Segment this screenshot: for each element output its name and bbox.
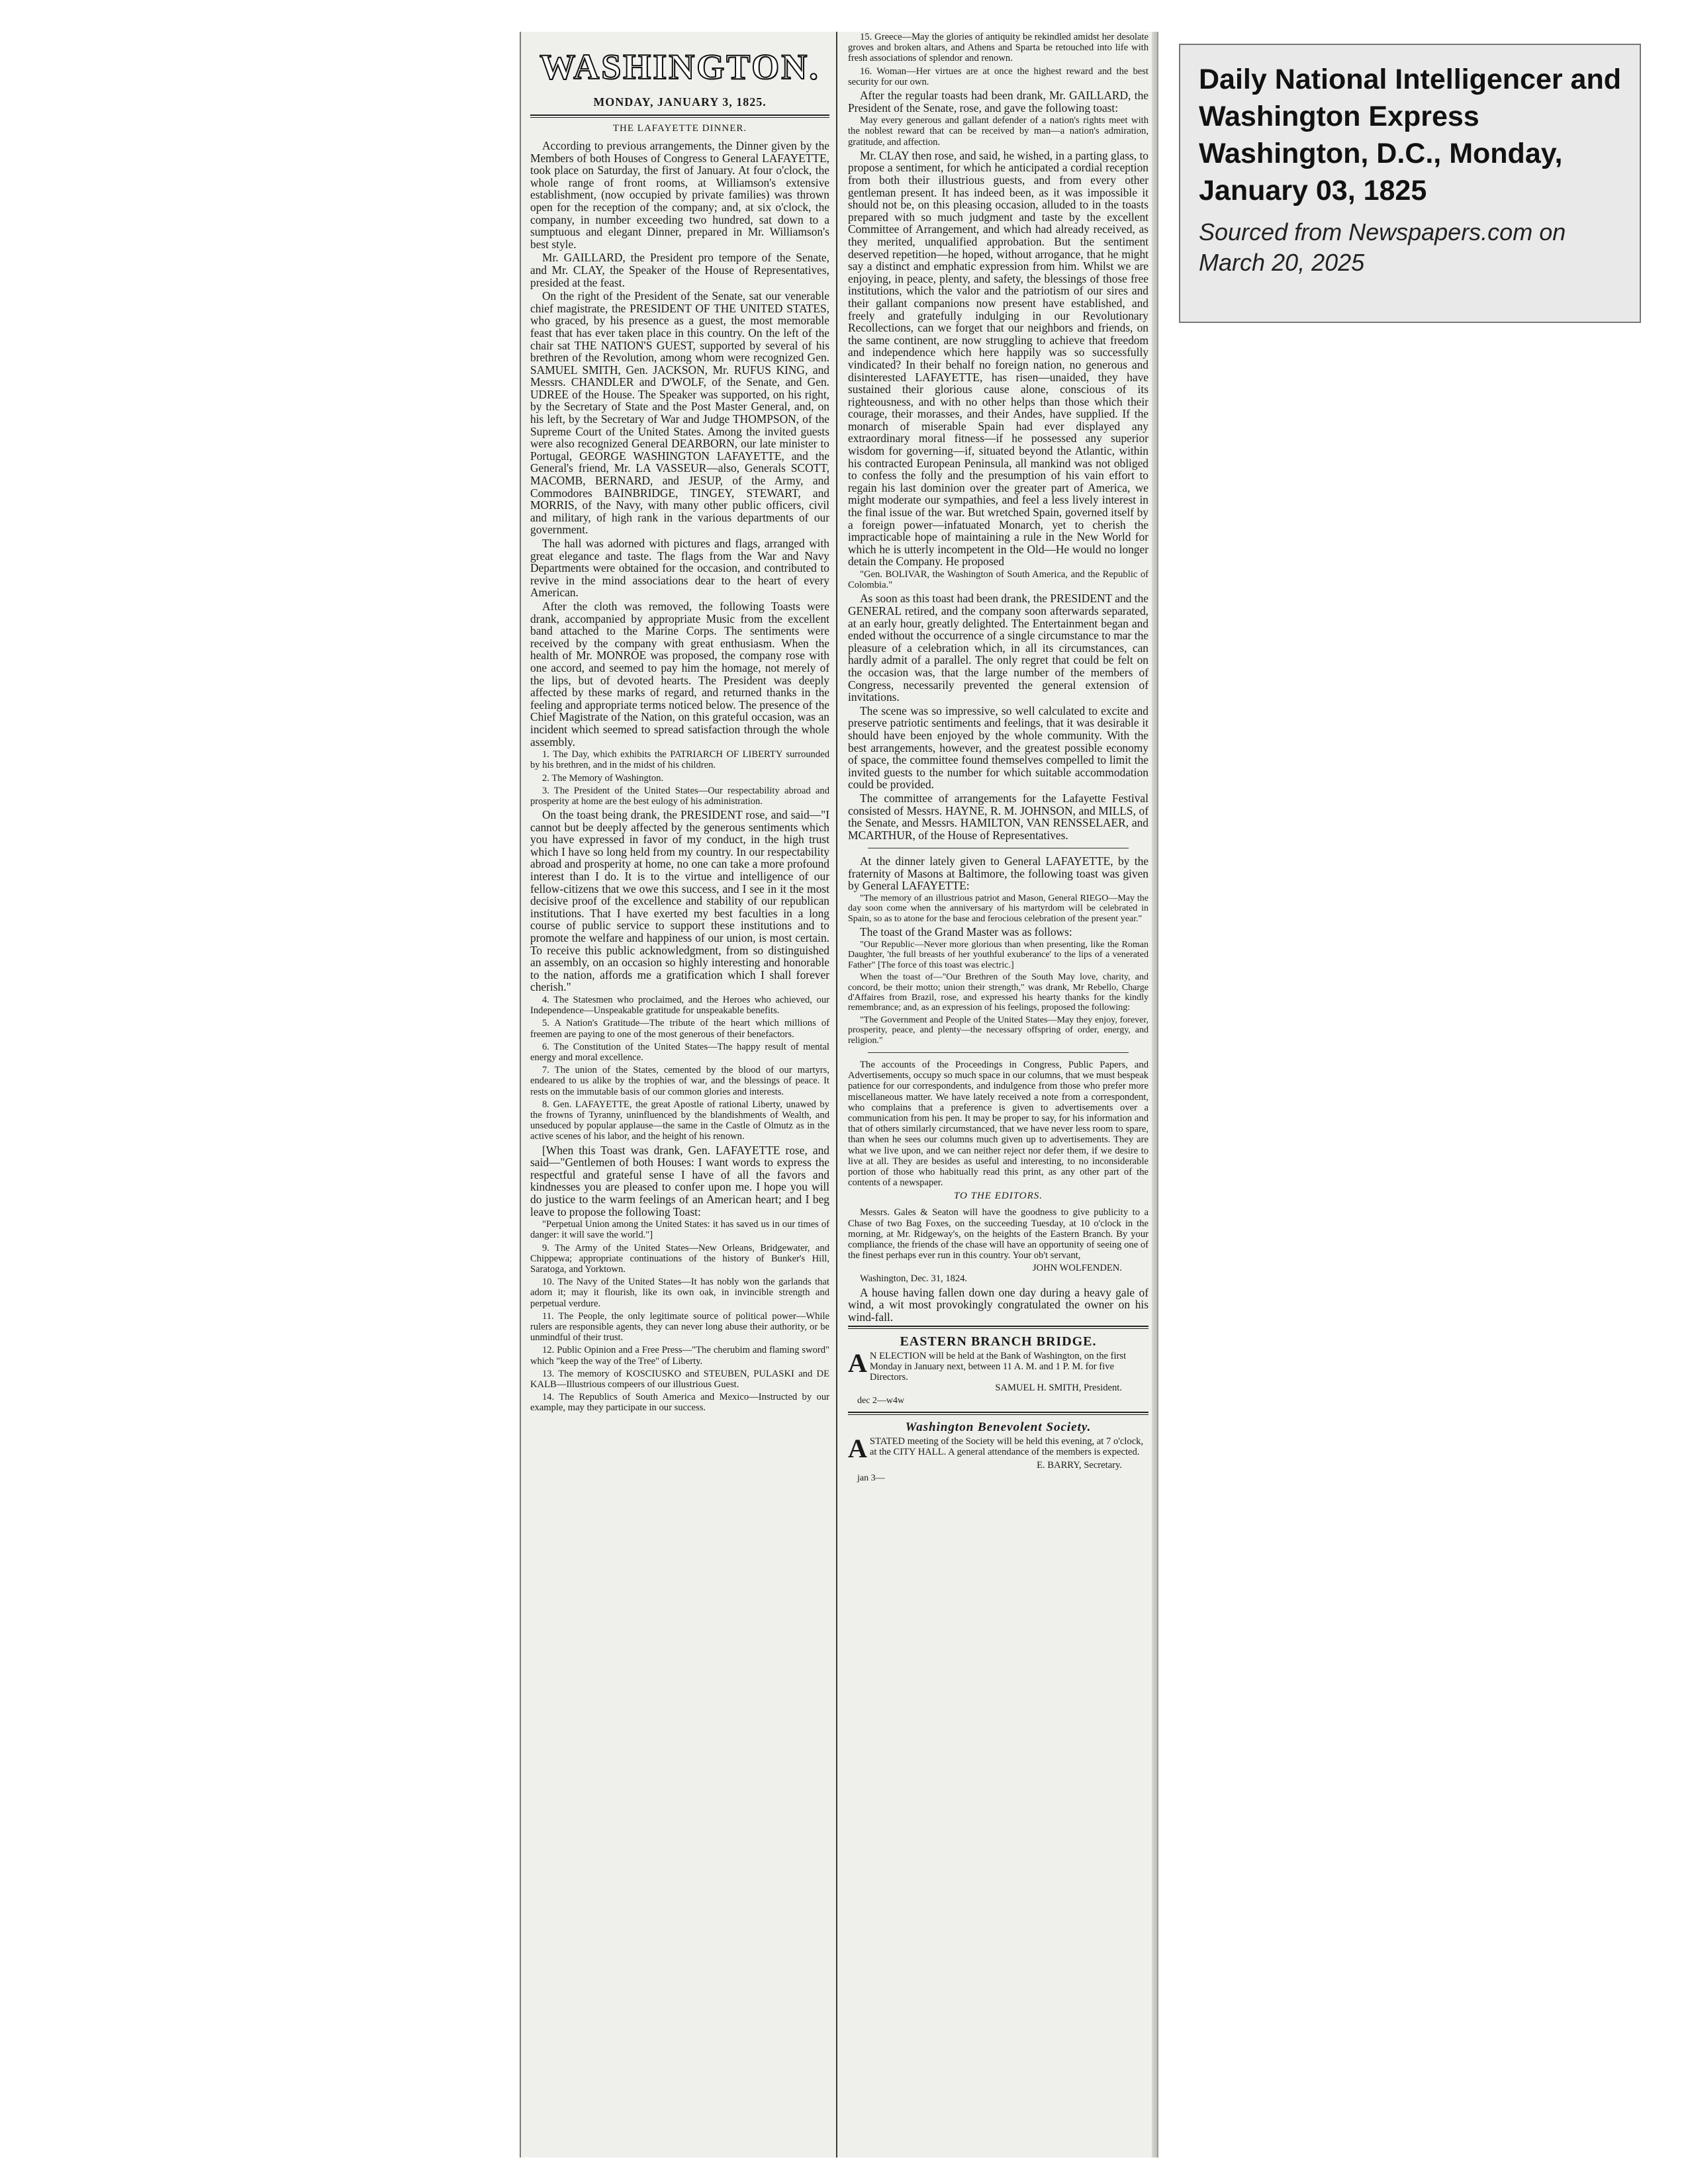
article-paragraph: The committee of arrangements for the Lafayette Festival consisted of Messrs. HAYNE, R. M. JOHNSON, and MILLS, of the Senate, and Messrs. HAMILTON, VAN RENSSELAER, and MCARTHUR, of the House of Representatives. bbox=[848, 791, 1149, 842]
ad-dropcap: A bbox=[848, 1348, 867, 1379]
column-rule bbox=[836, 32, 837, 2158]
article-paragraph: When the toast of—"Our Brethren of the South May love, charity, and concord, be their motto; union their strength," was drank, Mr Rebello, Charge d'Affaires from Brazil, rose, and expressed his hearty thanks for the kindly remembrance; and, as an expression of his feelings, proposed the following: bbox=[848, 972, 1149, 1013]
article-paragraph: A house having fallen down one day during a heavy gale of wind, a wit most provokingly congratulated the owner on his wind-fall. bbox=[848, 1285, 1149, 1324]
signature: JOHN WOLFENDEN. bbox=[1032, 1263, 1122, 1274]
article-paragraph: Messrs. Gales & Seaton will have the goodness to give publicity to a Chase of two Bag Foxes, on the succeeding Tuesday, at 10 o'clock in the morning, at Mr. Ridgeway's, on the heights of the Eastern Branch. By your compliance, the friends of the chase will have an opportunity of seeing one of the finest perhaps ever run in this country. Your ob't servant, bbox=[848, 1207, 1149, 1261]
ad-body-text: STATED meeting of the Society will be held this evening, at 7 o'clock, at the CITY HALL. A general attendance of the members is expected. bbox=[869, 1436, 1144, 1458]
ad-date: jan 3— bbox=[857, 1473, 885, 1484]
article-paragraph: 13. The memory of KOSCIUSKO and STEUBEN, PULASKI and DE KALB—Illustrious compeers of our illustrious Guest. bbox=[530, 1368, 829, 1390]
article-paragraph: Mr. CLAY then rose, and said, he wished, in a parting glass, to propose a sentiment, for which he anticipated a cordial reception from both their illustrious guests, and from every other gentleman present. It has indeed been, as it was impossible it should not be, on this pleasing occasion, alluded to in the toasts prepared with so much judgment and taste by the excellent Committee of Arrangement, and which had already received, as they merited, unqualified approbation. But the sentiment deserved repetition—he hoped, without arrogance, that he might say a distinct and emphatic expression from him. Whilst we are enjoying, in peace, plenty, and safety, the blessings of those free institutions, which the valor and the patriotism of our sires and their gallant companions now present have established, and freely and gratefully indulging in our Revolutionary Recollections, can we forget that our neighbors and friends, on the same continent, are now struggling to achieve that freedom and independence which here happily was so successfully vindicated? In their behalf no foreign nation, no generous and disinterested LAFAYETTE, has risen—unaided, they have sustained their glorious cause alone, conscious of its righteousness, and with no other helps than those which their courage, their morasses, and their Andes, have supplied. If the monarch of miserable Spain had ever displayed any extraordinary moral fitness—if he possessed any superior wisdom for governing—if, situated beyond the Atlantic, within his contracted European Peninsula, all mankind was not obliged to confess the folly and the presumption of his vain effort to regain his last dominion over the greater part of America, we might moderate our sympathies, and feel a less lively interest in the final issue of the war. But wretched Spain, governed itself by a foreign power—infatuated Monarch, yet to cherish the impracticable hope of maintaining a rule in the New World for which he is utterly incompetent in the Old—He would no longer detain the Company. He proposed bbox=[848, 148, 1149, 569]
article-paragraph: 14. The Republics of South America and Mexico—Instructed by our example, may they participate in our success. bbox=[530, 1392, 829, 1414]
article-paragraph: At the dinner lately given to General LAFAYETTE, by the fraternity of Masons at Baltimore, the following toast was given by General LAFAYETTE: bbox=[848, 854, 1149, 893]
article-paragraph: 11. The People, the only legitimate source of political power—While rulers are responsible agents, they can never long abuse their authority, or be unmindful of their trust. bbox=[530, 1310, 829, 1343]
ad-body bbox=[848, 1433, 1149, 1464]
article-paragraph: On the toast being drank, the PRESIDENT rose, and said—"I cannot but be deeply affected by the generous sentiments which you have expressed in favor of my conduct, in the high trust which I have so long held from my country. In our respectability abroad and prosperity at home, no one can take a more profound interest than I do. It is to the virtue and intelligence of our fellow-citizens that we owe this success, and I see in it the most decisive proof of the excellence and stability of our republican institutions. That I have exerted my best faculties in a long course of public service to support these institutions and to promote the welfare and happiness of our union, is most certain. To receive this public acknowledgment, from so distinguished an assembly, on an occasion so highly interesting and honorable to the nation, affords me a gratification which I shall forever cherish." bbox=[530, 808, 829, 994]
article-paragraph: 12. Public Opinion and a Free Press—"The cherubim and flaming sword" which "keep the way of the Tree" of Liberty. bbox=[530, 1345, 829, 1367]
ad-rule bbox=[848, 1412, 1149, 1415]
subhead: TO THE EDITORS. bbox=[953, 1191, 1043, 1202]
article-paragraph: 3. The President of the United States—Our respectability abroad and prosperity at home are the best eulogy of his administration. bbox=[530, 785, 829, 807]
ad-dropcap: A bbox=[848, 1433, 867, 1464]
caption-title: Daily National Intelligencer and Washington Express Washington, D.C., Monday, January 03, 1825 bbox=[1199, 64, 1621, 206]
column-right-body bbox=[848, 32, 1149, 1323]
article-paragraph: Mr. GAILLARD, the President pro tempore of the Senate, and Mr. CLAY, the Speaker of the House of Representatives, presided at the feast. bbox=[530, 251, 829, 289]
article-paragraph: 1. The Day, which exhibits the PATRIARCH OF LIBERTY surrounded by his brethren, and in the midst of his children. bbox=[530, 749, 829, 771]
column-left-body bbox=[530, 140, 829, 1414]
ad-body-text: N ELECTION will be held at the Bank of Washington, on the first Monday in January next, between 11 A. M. and 1 P. M. for five Directors. bbox=[869, 1351, 1127, 1383]
article-paragraph: 5. A Nation's Gratitude—The tribute of the heart which millions of freemen are paying to one of the most generous of their benefactors. bbox=[530, 1018, 829, 1040]
section-title: THE LAFAYETTE DINNER. bbox=[612, 123, 747, 134]
article-paragraph: 7. The union of the States, cemented by the blood of our martyrs, endeared to us alike by the trophies of war, and the blessings of peace. It rests on the immutable basis of our common glories and interests. bbox=[530, 1065, 829, 1097]
clipping-edge bbox=[1152, 32, 1157, 2158]
newspaper-clipping bbox=[520, 32, 1158, 2158]
masthead: WASHINGTON. bbox=[539, 47, 820, 87]
article-paragraph: 2. The Memory of Washington. bbox=[542, 772, 664, 784]
article-paragraph: 9. The Army of the United States—New Orleans, Bridgewater, and Chippewa; appropriate continuations of the history of Bunker's Hill, Saratoga, and Yorktown. bbox=[530, 1242, 829, 1275]
article-paragraph: "Gen. BOLIVAR, the Washington of South America, and the Republic of Colombia." bbox=[848, 569, 1149, 591]
article-paragraph: 8. Gen. LAFAYETTE, the great Apostle of rational Liberty, unawed by the frowns of Tyranny, uninfluenced by the blandishments of Wealth, and unseduced by popular applause—the same in the Castle of Olmutz as in the active scenes of his labor, and the height of his renown. bbox=[530, 1099, 829, 1142]
article-paragraph: As soon as this toast had been drank, the PRESIDENT and the GENERAL retired, and the company soon afterwards separated, at an early hour, greatly delighted. The Entertainment began and ended without the occurrence of a single circumstance to mar the pleasure of a celebration which, in all its circumstances, can hardly admit of a parallel. The only regret that could be felt on the occasion was, that the large number of the members of Congress, necessarily prevented the general extension of invitations. bbox=[848, 592, 1149, 704]
ad-date: dec 2—w4w bbox=[857, 1396, 905, 1406]
article-paragraph: 10. The Navy of the United States—It has nobly won the garlands that adorn it; may it flourish, like its own oak, in invincible strength and perpetual verdure. bbox=[530, 1277, 829, 1309]
ad-body bbox=[848, 1348, 1149, 1383]
advertisements bbox=[848, 1326, 1149, 1484]
ad-title: Washington Benevolent Society. bbox=[905, 1420, 1092, 1435]
article-paragraph: The scene was so impressive, so well calculated to excite and preserve patriotic sentiments and feelings, that it was desirable it should have been enjoyed by the whole community. With the best arrangements, however, and the greatest possible economy of space, the committee found themselves compelled to limit the invited guests to the number for which suitable accommodation could be provided. bbox=[848, 704, 1149, 792]
article-paragraph: "The memory of an illustrious patriot and Mason, General RIEGO—May the day soon come when the anniversary of his martyrdom will be celebrated in Spain, so as to atone for the base and ferocious celebration of the present year." bbox=[848, 893, 1149, 924]
ad-signature: SAMUEL H. SMITH, President. bbox=[995, 1383, 1122, 1394]
article-paragraph: After the cloth was removed, the following Toasts were drank, accompanied by appropriate Music from the excellent band attached to the Marine Corps. The sentiments were received by the company with great enthusiasm. When the health of Mr. MONROE was proposed, the company rose with one accord, and seemed to pay him the homage, not merely of the lips, but of devoted hearts. The President was deeply affected by these marks of regard, and returned thanks in the feeling and appropriate terms noticed below. The presence of the Chief Magistrate of the Nation, on this grateful occasion, was an incident which seemed to spread satisfaction through the whole assembly. bbox=[530, 599, 829, 749]
article-paragraph: "The Government and People of the United States—May they enjoy, forever, prosperity, peace, and plenty—the necessary offspring of order, energy, and religion." bbox=[848, 1015, 1149, 1046]
ad-signature: E. BARRY, Secretary. bbox=[1037, 1460, 1122, 1471]
column-right bbox=[841, 32, 1151, 2158]
article-paragraph: 4. The Statesmen who proclaimed, and the Heroes who achieved, our Independence—Unspeakable gratitude for unspeakable benefits. bbox=[530, 995, 829, 1017]
ad-rule bbox=[848, 1326, 1149, 1329]
article-paragraph: The accounts of the Proceedings in Congress, Public Papers, and Advertisements, occupy so much space in our columns, that we must bespeak patience for our correspondents, and indulgence from those who prefer more miscellaneous matter. We have lately received a note from a correspondent, who complains that a preference is given to advertisements over a communication from his pen. It may be proper to say, for his information and that of others similarly circumstanced, that we have never less room to spare, than when he sees our columns much given up to advertisements. They are what we live upon, and we can neither reject nor defer them, if we desire to live at all. They are besides as useful and interesting, to no inconsiderable portion of those who habitually read this print, as any other part of the contents of a newspaper. bbox=[848, 1059, 1149, 1189]
article-paragraph: "Our Republic—Never more glorious than when presenting, like the Roman Daughter, 'the full breasts of her youthful exuberance' to the lips of a venerated Father" [The force of this toast was electric.] bbox=[848, 939, 1149, 970]
caption-box bbox=[1179, 44, 1641, 323]
article-paragraph: 16. Woman—Her virtues are at once the highest reward and the best security for our own. bbox=[848, 66, 1149, 87]
article-paragraph: According to previous arrangements, the Dinner given by the Members of both Houses of Congress to General LAFAYETTE, took place on Saturday, the first of January. At four o'clock, the whole range of front rooms, at Williamson's extensive establishment, (now occupied by private families) was thrown open for the reception of the company; and, at six o'clock, the company, in number exceeding two hundred, sat down to a sumptuous and elegant Dinner, prepared in Mr. Williamson's best style. bbox=[530, 139, 829, 251]
article-paragraph: "Perpetual Union among the United States: it has saved us in our times of danger: it will save the world."] bbox=[530, 1219, 829, 1241]
ad-title: EASTERN BRANCH BRIDGE. bbox=[900, 1334, 1097, 1349]
divider bbox=[868, 1052, 1129, 1053]
article-paragraph: The toast of the Grand Master was as follows: bbox=[860, 925, 1072, 939]
article-paragraph: 6. The Constitution of the United States—The happy result of mental energy and moral excellence. bbox=[530, 1041, 829, 1064]
article-paragraph: [When this Toast was drank, Gen. LAFAYETTE rose, and said—"Gentlemen of both Houses: I want words to express the respectful and grateful sense I have of all the favors and kindnesses you are pleased to confer upon me. I hope you will do justice to the warm feelings of an American heart; and I beg leave to propose the following Toast: bbox=[530, 1143, 829, 1218]
article-paragraph: After the regular toasts had been drank, Mr. GAILLARD, the President of the Senate, rose, and gave the following toast: bbox=[848, 89, 1149, 114]
caption-source: Sourced from Newspapers.com on March 20, 2025 bbox=[1199, 218, 1566, 276]
dateline: MONDAY, JANUARY 3, 1825. bbox=[593, 95, 767, 109]
article-paragraph: May every generous and gallant defender of a nation's rights meet with the noblest reward that can be received by man—a nation's admiration, gratitude, and affection. bbox=[848, 115, 1149, 148]
article-paragraph: 15. Greece—May the glories of antiquity be rekindled amidst her desolate groves and broken altars, and Athens and Sparta be retouched into life with fresh associations of splendor and renown. bbox=[848, 32, 1149, 64]
article-paragraph: The hall was adorned with pictures and flags, arranged with great elegance and taste. The flags from the War and Navy Departments were obtained for the occasion, and contributed to revive in the mind associations dear to the heart of every American. bbox=[530, 537, 829, 600]
article-paragraph: Washington, Dec. 31, 1824. bbox=[860, 1273, 968, 1285]
double-rule bbox=[530, 114, 829, 118]
column-left bbox=[528, 32, 833, 2158]
article-paragraph: On the right of the President of the Senate, sat our venerable chief magistrate, the PRESIDENT OF THE UNITED STATES, who graced, by his presence as a guest, the most memorable feast that has ever taken place in this country. On the left of the chair sat THE NATION'S GUEST, supported by several of his brethren of the Revolution, among whom were recognized Gen. SAMUEL SMITH, Gen. JACKSON, Mr. RUFUS KING, and Messrs. CHANDLER and D'WOLF, of the Senate, and Gen. UDREE of the House. The Speaker was supported, on his right, by the Secretary of State and the Post Master General, and, on his left, by the Secretary of War and Judge THOMPSON, of the Supreme Court of the United States. Among the invited guests were also recognized General DEARBORN, our late minister to Portugal, GEORGE WASHINGTON LAFAYETTE, and the General's friend, Mr. LA VASSEUR—also, Generals SCOTT, MACOMB, BERNARD, and JESUP, of the Army, and Commodores BAINBRIDGE, TINGEY, STEWART, and MORRIS, of the Navy, with many other public officers, civil and military, of high rank in the various departments of our government. bbox=[530, 289, 829, 537]
